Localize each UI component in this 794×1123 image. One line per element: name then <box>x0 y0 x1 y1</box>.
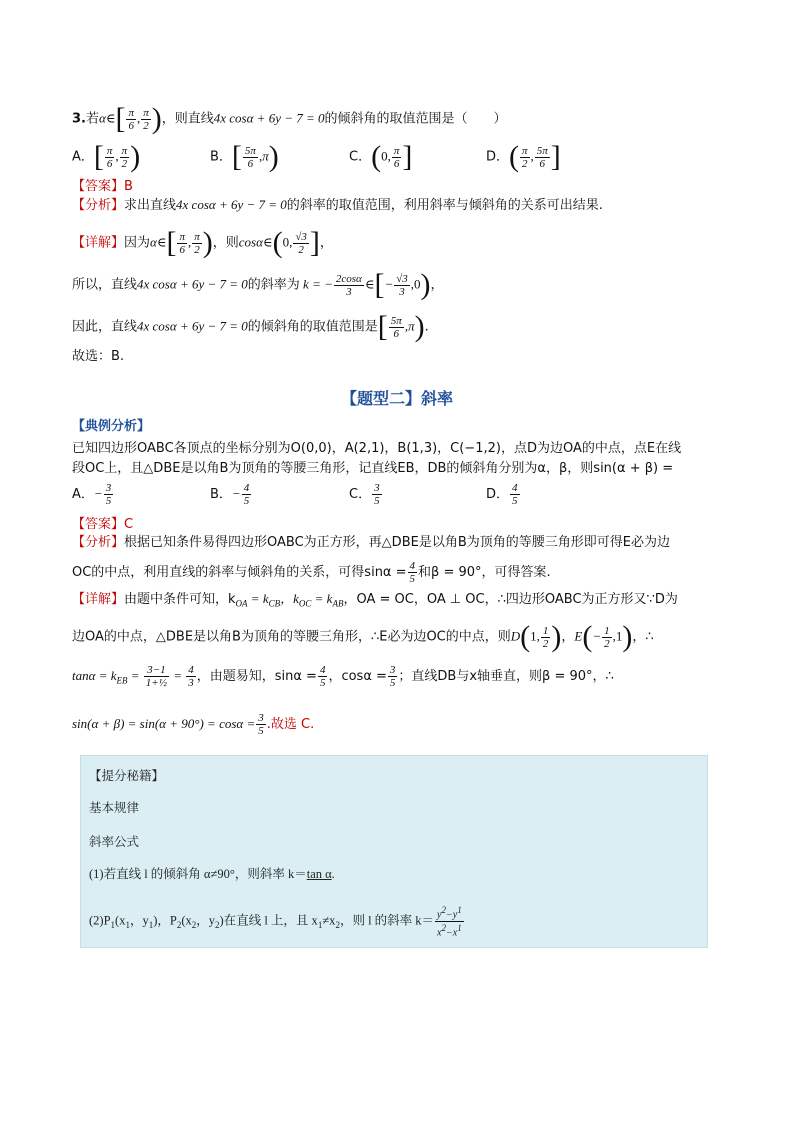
example-option-b[interactable]: B．− $\frac{4}{5}$ <box>210 482 250 507</box>
example-detail-1: 【详解】由题中条件可知，$k_{OA} = k_{CB}$，$k_{OC} = k_{AB}$，OA = OC，OA ⊥ OC，∴四边形OABC为正方形又∵D为 <box>72 591 678 609</box>
tips-item-2: $(2)P_1(x_1$，$y_1$)，$P_2(x_2$，$y_2$)在直线 l 上，且 $x_1\ne x_2$，则 l 的斜率 k＝ $\frac{y^2-y^1}{x^2-x^1}$ <box>89 905 462 939</box>
q3-option-c[interactable]: C．(0, $\frac{\pi}{6}$ ] <box>349 140 413 173</box>
example-analysis-1: 【分析】根据已知条件易得四边形OABC为正方形，再△DBE是以角B为顶角的等腰三角形即可得E必为边 <box>72 535 670 550</box>
q3-line-eq: 4x cosα + 6y − 7 = 0 <box>213 110 325 126</box>
tips-title: 【提分秘籍】 <box>89 769 165 783</box>
example-line-2: 段OC上，且△DBE是以角B为顶角的等腰三角形，记直线EB，DB的倾斜角分别为α，β，则sin(α + β) = <box>72 461 674 476</box>
q3-analysis: 【分析】求出直线4x cosα + 6y − 7 = 0的斜率的取值范围，利用斜率与倾斜角的关系可出结果. <box>72 197 603 213</box>
q3-number: 3. <box>72 111 86 127</box>
example-analysis-2: OC的中点，利用直线的斜率与倾斜角的关系，可得sinα = $\frac{4}{5}$ 和β = 90°，可得答案. <box>72 560 551 585</box>
example-option-c[interactable]: C． $\frac{3}{5}$ <box>349 482 380 507</box>
tips-box <box>80 755 708 948</box>
q3-option-d[interactable]: D．( $\frac{\pi}{2}$ , $\frac{5\pi}{6}$ ] <box>486 140 561 173</box>
q3-detail-3: 因此，直线4x cosα + 6y − 7 = 0的倾斜角的取值范围是[ $\frac{5\pi}{6}$ ,π). <box>72 310 429 343</box>
example-detail-3: $\tan\alpha = k_{EB}$ = $\frac{3-1}{\text{1+½}}$ = $\frac{4}{3}$ ，由题易知，sinα = $\frac{4}{5}$ ，cosα = $\frac{3}{5}$ ；直线DB与x轴垂直，则β = 90°，∴ <box>72 664 614 689</box>
q3-option-b[interactable]: B．[ $\frac{5\pi}{6}$ ,π) <box>210 140 279 173</box>
q3-conclusion: 故选：B. <box>72 349 125 364</box>
q3-detail-1: 【详解】因为α∈[ $\frac{\pi}{6}$ , $\frac{\pi}{2}$ )，则cosα∈(0, $\frac{√3}{2}$ ]， <box>72 226 333 259</box>
example-tag: 【典例分析】 <box>72 419 151 434</box>
example-option-d[interactable]: D． $\frac{4}{5}$ <box>486 482 518 507</box>
q3-answer: 【答案】B <box>72 179 133 194</box>
q3-option-a[interactable]: A．[ $\frac{\pi}{6}$ , $\frac{\pi}{2}$ ) <box>72 140 141 173</box>
example-detail-2: 边OA的中点，△DBE是以角B为顶角的等腰三角形，∴E必为边OC的中点，则D(1, $\frac{1}{2}$ )，E(− $\frac{1}{2}$ ,1)，∴ <box>72 620 654 653</box>
tips-formula: 斜率公式 <box>89 835 140 849</box>
tips-rule: 基本规律 <box>89 801 140 815</box>
section-title: 【题型二】斜率 <box>340 389 453 408</box>
q3-stem: 3.若α∈[ $\frac{\pi}{6}$ , $\frac{\pi}{2}$ )，则直线4x cosα + 6y − 7 = 0的倾斜角的取值范围是（ ） <box>72 102 507 135</box>
q3-options <box>72 142 722 176</box>
example-line-1: 已知四边形OABC各顶点的坐标分别为O(0,0)，A(2,1)，B(1,3)，C(−1,2)，点D为边OA的中点，点E在线 <box>72 441 682 456</box>
tips-item-1: (1)若直线 l 的倾斜角 α≠90°，则斜率 k＝tan α. <box>89 867 335 881</box>
example-detail-4: sin(α + β) = sin(α + 90°) = cosα = $\frac{3}{5}$ .故选 C. <box>72 712 315 737</box>
example-option-a[interactable]: A．− $\frac{3}{5}$ <box>72 482 112 507</box>
example-answer: 【答案】C <box>72 517 134 532</box>
example-options <box>72 482 722 516</box>
q3-detail-2: 所以，直线4x cosα + 6y − 7 = 0的斜率为 k = − $\frac{2\cos\alpha}{3}$ ∈[− $\frac{√3}{3}$ ,0)， <box>72 268 444 301</box>
